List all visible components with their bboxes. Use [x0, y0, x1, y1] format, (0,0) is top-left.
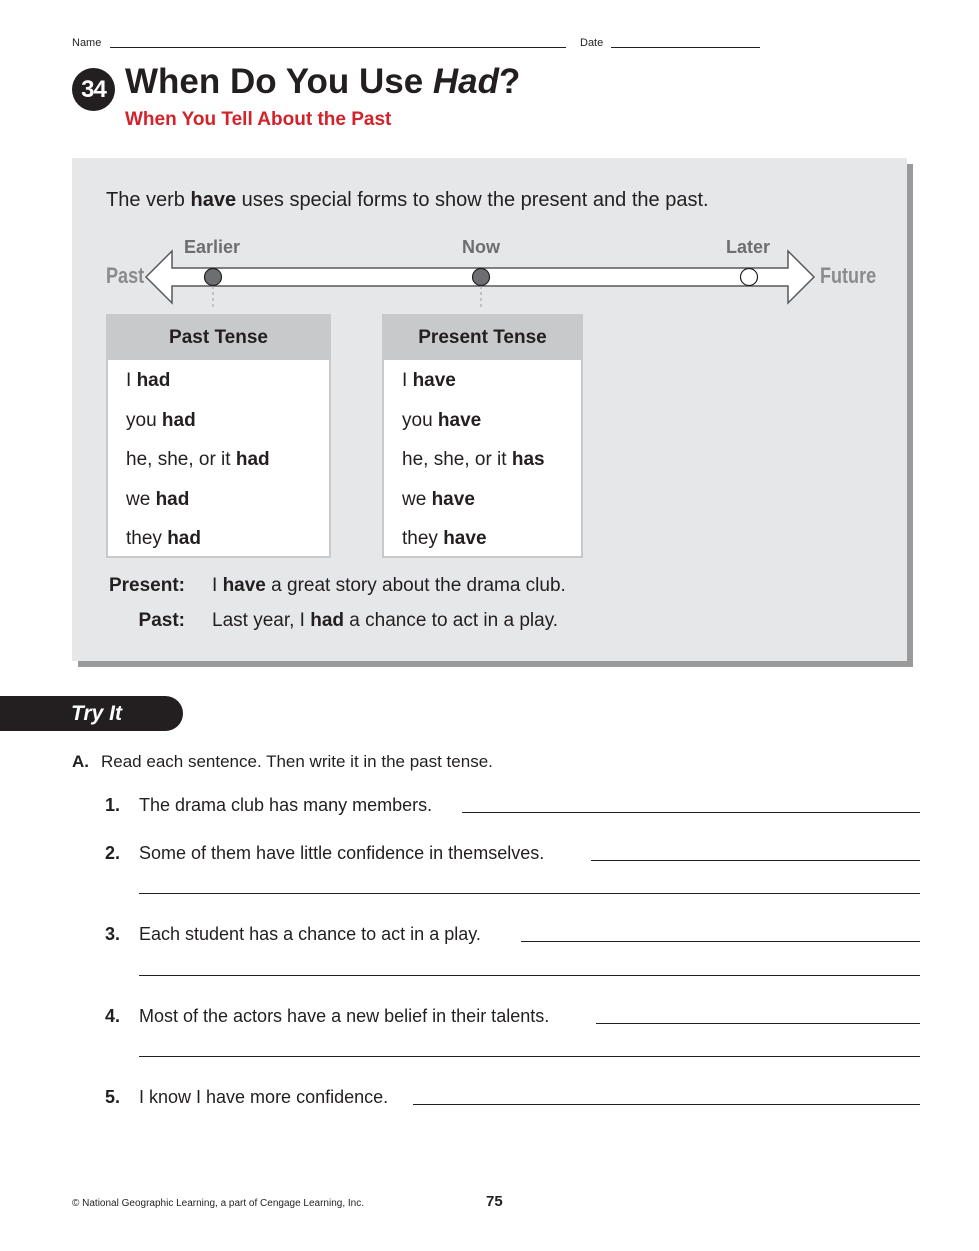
item-number: 1.: [105, 795, 121, 815]
item-number: 3.: [105, 924, 121, 944]
table-row: you had: [126, 409, 196, 431]
try-it-tab: Try It: [0, 696, 183, 731]
table-row: I had: [126, 370, 171, 391]
title-emphasis: Had: [432, 62, 500, 101]
earlier-dot: [205, 269, 222, 286]
rule-intro: The verb have uses special forms to show the present and the past.: [106, 189, 709, 211]
answer-line[interactable]: [139, 1039, 920, 1057]
example-present-sentence: I have a great story about the drama club.: [212, 575, 566, 596]
answer-line[interactable]: [139, 958, 920, 976]
past-tense-table: [106, 314, 331, 558]
exercise-instructions: A. Read each sentence. Then write it in the past tense.: [72, 752, 493, 771]
item-sentence: The drama club has many members.: [139, 795, 433, 815]
timeline-past-label: Past: [106, 263, 145, 288]
answer-line[interactable]: [139, 876, 920, 894]
later-dot: [741, 269, 758, 286]
copyright-notice: © National Geographic Learning, a part of Cengage Learning, Inc.: [72, 1198, 365, 1209]
item-number: 2.: [105, 843, 121, 863]
present-tense-heading: Present Tense: [384, 316, 581, 360]
timeline-earlier-label: Earlier: [184, 237, 241, 257]
item-number: 4.: [105, 1006, 121, 1026]
table-row: they had: [126, 528, 201, 549]
answer-line[interactable]: [462, 795, 920, 813]
item-sentence: Most of the actors have a new belief in their talents.: [139, 1006, 550, 1026]
item-number: 5.: [105, 1087, 121, 1107]
lesson-number-badge: 34: [72, 68, 115, 111]
date-line[interactable]: [611, 34, 760, 48]
example-present-label: Present:: [108, 575, 185, 596]
page-number: 75: [486, 1193, 503, 1210]
table-row: he, she, or it has: [402, 449, 545, 470]
table-row: he, she, or it had: [126, 449, 270, 470]
timeline-now-label: Now: [462, 237, 500, 257]
answer-line[interactable]: [521, 924, 920, 942]
table-row: we have: [402, 488, 475, 510]
timeline-future-label: Future: [820, 263, 877, 288]
table-row: I have: [402, 370, 456, 391]
name-label: Name: [72, 37, 102, 49]
table-row: we had: [126, 488, 190, 510]
past-tense-heading: Past Tense: [108, 316, 329, 360]
answer-line[interactable]: [413, 1087, 920, 1105]
page-title: When Do You Use Had?: [125, 62, 521, 101]
item-sentence: Some of them have little confidence in themselves.: [139, 843, 545, 863]
page-subtitle: When You Tell About the Past: [125, 109, 392, 130]
item-sentence: I know I have more confidence.: [139, 1087, 389, 1107]
table-row: you have: [402, 409, 482, 431]
now-dot: [473, 269, 490, 286]
example-past-sentence: Last year, I had a chance to act in a play.: [212, 610, 559, 631]
item-sentence: Each student has a chance to act in a play.: [139, 924, 481, 944]
present-tense-table: [382, 314, 583, 558]
answer-line[interactable]: [591, 843, 920, 861]
date-label: Date: [580, 37, 604, 49]
answer-line[interactable]: [596, 1006, 920, 1024]
name-line[interactable]: [110, 34, 566, 48]
table-row: they have: [402, 528, 487, 549]
timeline-later-label: Later: [726, 237, 771, 257]
example-past-label: Past:: [138, 610, 185, 631]
